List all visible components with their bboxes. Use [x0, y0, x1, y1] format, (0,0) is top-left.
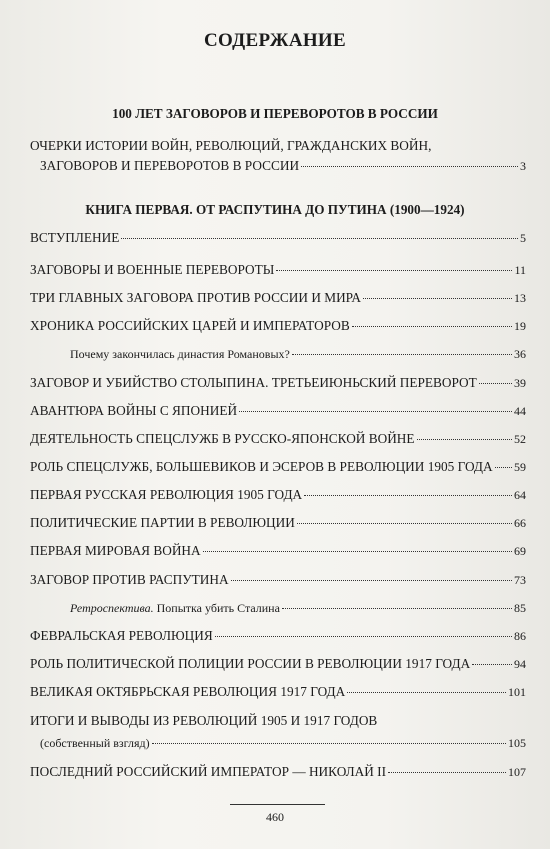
toc-entry-title [70, 601, 280, 616]
toc-entry-title: ВЕЛИКАЯ ОКТЯБРЬСКАЯ РЕВОЛЮЦИЯ 1917 ГОДА [30, 684, 346, 699]
dot-leader [352, 326, 512, 327]
dot-leader [239, 411, 512, 412]
toc-page-number: 73 [514, 573, 526, 587]
footer-rule [230, 804, 325, 805]
toc-entry-line2 [30, 156, 526, 176]
toc-page-number: 36 [514, 347, 526, 361]
toc-page-number: 11 [514, 263, 526, 277]
toc-entry-title-emphasis: Ретроспектива. [70, 601, 154, 615]
toc-entry-title: РОЛЬ СПЕЦСЛУЖБ, БОЛЬШЕВИКОВ И ЭСЕРОВ В РЕВОЛЮЦИИ 1905 ГОДА [30, 459, 493, 474]
toc-entry-title: ЗАГОВОР ПРОТИВ РАСПУТИНА [30, 572, 229, 587]
dot-leader [297, 523, 512, 524]
dot-leader [121, 238, 518, 239]
toc-entry-title: Почему закончилась династия Романовых? [70, 347, 290, 361]
dot-leader [347, 692, 506, 693]
toc-entry[interactable] [30, 572, 526, 588]
toc-entry-title: ПЕРВАЯ МИРОВАЯ ВОЙНА [30, 543, 201, 558]
dot-leader [472, 664, 512, 665]
toc-entry-title-rest: Попытка убить Сталина [153, 601, 280, 615]
toc-entry[interactable] [30, 459, 526, 475]
toc-entry[interactable] [30, 262, 526, 278]
toc-page-number: 101 [508, 685, 526, 699]
dot-leader [479, 383, 512, 384]
toc-page-number: 66 [514, 516, 526, 530]
toc-entry[interactable] [30, 515, 526, 531]
toc-page-number: 19 [514, 319, 526, 333]
toc-entry[interactable] [30, 764, 526, 780]
dot-leader [276, 270, 512, 271]
toc-entry[interactable] [30, 431, 526, 447]
toc-page-number: 3 [520, 159, 526, 173]
dot-leader [215, 636, 512, 637]
toc-entry-title: ПОСЛЕДНИЙ РОССИЙСКИЙ ИМПЕРАТОР — НИКОЛАЙ II [30, 764, 387, 779]
toc-entry[interactable] [30, 487, 526, 503]
dot-leader [495, 467, 512, 468]
toc-page-number: 94 [514, 657, 526, 671]
toc-entry-intro-essays[interactable] [30, 136, 526, 176]
toc-entry[interactable] [30, 375, 526, 391]
toc-entry-title: ХРОНИКА РОССИЙСКИХ ЦАРЕЙ И ИМПЕРАТОРОВ [30, 318, 350, 333]
toc-page-number: 64 [514, 488, 526, 502]
section-heading-100-years: 100 ЛЕТ ЗАГОВОРОВ И ПЕРЕВОРОТОВ В РОССИИ [112, 106, 438, 121]
toc-entry[interactable] [30, 403, 526, 419]
toc-entry[interactable] [30, 684, 526, 700]
dot-leader [363, 298, 512, 299]
toc-page-number: 5 [520, 231, 526, 245]
toc-page-number: 39 [514, 376, 526, 390]
toc-entry[interactable] [30, 290, 526, 306]
toc-page-number: 69 [514, 544, 526, 558]
dot-leader [301, 166, 518, 167]
toc-entry-title: ЗАГОВОРЫ И ВОЕННЫЕ ПЕРЕВОРОТЫ [30, 262, 275, 277]
section-heading-book-one: КНИГА ПЕРВАЯ. ОТ РАСПУТИНА ДО ПУТИНА (1900—1924) [85, 202, 465, 217]
toc-entry-title: РОЛЬ ПОЛИТИЧЕСКОЙ ПОЛИЦИИ РОССИИ В РЕВОЛЮЦИИ 1917 ГОДА [30, 656, 471, 671]
toc-entry-line1: ОЧЕРКИ ИСТОРИИ ВОЙН, РЕВОЛЮЦИЙ, ГРАЖДАНСКИХ ВОЙН, [30, 138, 432, 153]
toc-entry[interactable] [30, 628, 526, 644]
dot-leader [388, 772, 506, 773]
toc-page-number: 85 [514, 601, 526, 615]
toc-entry-title: ТРИ ГЛАВНЫХ ЗАГОВОРА ПРОТИВ РОССИИ И МИРА [30, 290, 361, 305]
toc-subentry[interactable] [70, 601, 526, 616]
dot-leader [203, 551, 512, 552]
toc-entry-line1: ИТОГИ И ВЫВОДЫ ИЗ РЕВОЛЮЦИЙ 1905 И 1917 ГОДОВ [30, 713, 378, 728]
toc-entry-title: АВАНТЮРА ВОЙНЫ С ЯПОНИЕЙ [30, 403, 238, 418]
dot-leader [282, 608, 512, 609]
toc-subentry[interactable] [70, 347, 526, 362]
dot-leader [304, 495, 512, 496]
dot-leader [417, 439, 512, 440]
dot-leader [231, 580, 512, 581]
toc-entry-title: ЗАГОВОР И УБИЙСТВО СТОЛЫПИНА. ТРЕТЬЕИЮНЬСКИЙ ПЕРЕВОРОТ [30, 375, 477, 390]
toc-entry-line2-text: ЗАГОВОРОВ И ПЕРЕВОРОТОВ В РОССИИ [40, 158, 300, 173]
toc-page-number: 107 [508, 765, 526, 779]
toc-page-number: 59 [514, 460, 526, 474]
toc-entry-line2 [30, 732, 526, 754]
toc-entry-conclusions[interactable] [30, 710, 526, 754]
page-title: СОДЕРЖАНИЕ [204, 30, 346, 51]
toc-entry-line2-text: (собственный взгляд) [40, 736, 150, 750]
toc-entry[interactable] [30, 543, 526, 559]
toc-page-number: 52 [514, 432, 526, 446]
toc-page-number: 13 [514, 291, 526, 305]
dot-leader [152, 743, 506, 744]
toc-entry-title: ФЕВРАЛЬСКАЯ РЕВОЛЮЦИЯ [30, 628, 213, 643]
toc-page-number: 44 [514, 404, 526, 418]
toc-entry[interactable] [30, 230, 526, 246]
dot-leader [292, 354, 512, 355]
toc-entry-title: ВСТУПЛЕНИЕ [30, 230, 120, 245]
toc-entry-title: ПОЛИТИЧЕСКИЕ ПАРТИИ В РЕВОЛЮЦИИ [30, 515, 295, 530]
toc-entry-title: ДЕЯТЕЛЬНОСТЬ СПЕЦСЛУЖБ В РУССКО-ЯПОНСКОЙ ВОЙНЕ [30, 431, 415, 446]
toc-entry-title: ПЕРВАЯ РУССКАЯ РЕВОЛЮЦИЯ 1905 ГОДА [30, 487, 303, 502]
toc-page-number: 86 [514, 629, 526, 643]
toc-entry[interactable] [30, 318, 526, 334]
toc-entry[interactable] [30, 656, 526, 672]
page-number: 460 [266, 810, 284, 824]
toc-page-number: 105 [508, 736, 526, 750]
